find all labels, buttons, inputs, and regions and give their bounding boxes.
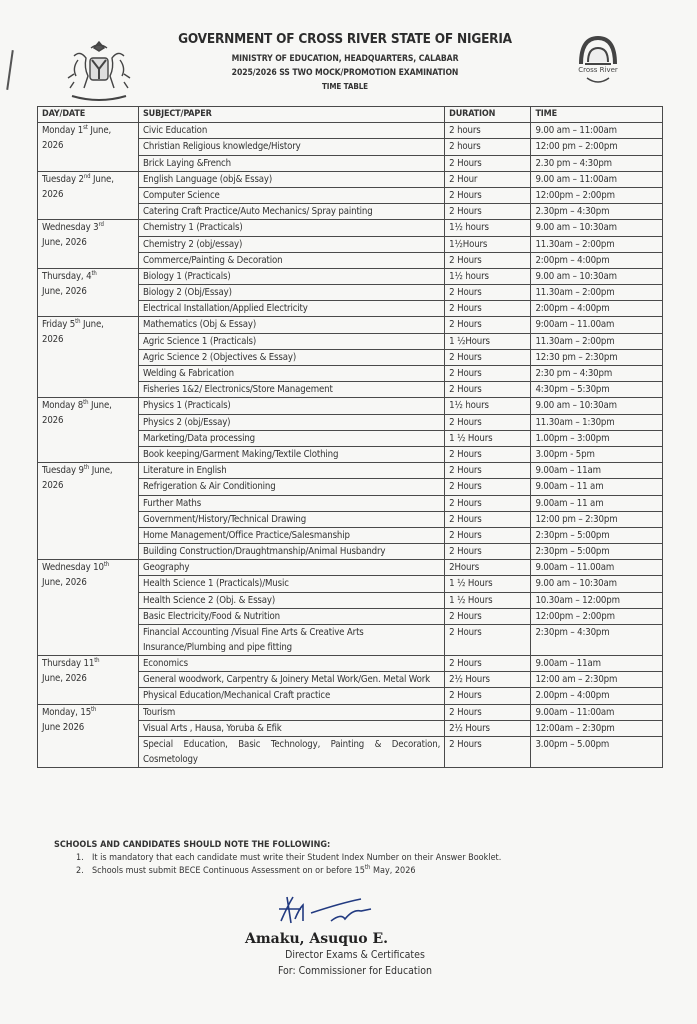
- time-cell: 11.30am – 2:00pm: [531, 236, 663, 252]
- day-date-cell: [38, 123, 139, 172]
- day-date-cell: [38, 463, 139, 560]
- duration-cell: 2 Hours: [445, 479, 531, 495]
- duration-cell: 2 Hours: [445, 317, 531, 333]
- subject-cell: Catering Craft Practice/Auto Mechanics/ Spray painting: [139, 204, 445, 220]
- date-year: June, 2026: [42, 285, 87, 297]
- subject-cell: Home Management/Office Practice/Salesmanship: [139, 527, 445, 543]
- duration-cell: 2 hours: [445, 139, 531, 155]
- time-cell: 2.00pm – 4:00pm: [531, 688, 663, 704]
- duration-cell: 1½ hours: [445, 220, 531, 236]
- day-label: Wednesday 10: [42, 562, 104, 574]
- duration-cell: 2 Hours: [445, 285, 531, 301]
- date-year: 2026: [42, 480, 64, 492]
- subject-cell: Literature in English: [139, 463, 445, 479]
- notes-section: [54, 840, 674, 876]
- duration-cell: 2 Hours: [445, 511, 531, 527]
- duration-cell: 1 ½ Hours: [445, 430, 531, 446]
- table-row: [38, 317, 663, 333]
- duration-cell: 2 Hours: [445, 688, 531, 704]
- subject-cell: Marketing/Data processing: [139, 430, 445, 446]
- subject-cell: Brick Laying &French: [139, 155, 445, 171]
- duration-cell: 2 Hours: [445, 414, 531, 430]
- duration-cell: 2½ Hours: [445, 720, 531, 736]
- ordinal-suffix: th: [94, 656, 100, 664]
- duration-cell: 2 Hours: [445, 495, 531, 511]
- ordinal-suffix: th: [103, 561, 110, 569]
- time-cell: 4:30pm – 5:30pm: [531, 382, 663, 398]
- notes-title: SCHOOLS AND CANDIDATES SHOULD NOTE THE FOLLOWING:: [54, 840, 331, 850]
- day-label-rest: June,: [88, 400, 112, 412]
- ordinal-suffix: th: [91, 705, 97, 713]
- subject-cell: Book keeping/Garment Making/Textile Clothing: [139, 446, 445, 462]
- duration-cell: 2 Hours: [445, 463, 531, 479]
- subject-cell: Chemistry 2 (obj/essay): [139, 236, 445, 252]
- time-cell: 10.30am – 12:00pm: [531, 592, 663, 608]
- table-row: [38, 268, 663, 284]
- time-cell: 12:00pm – 2:00pm: [531, 608, 663, 624]
- duration-cell: 2 Hours: [445, 187, 531, 203]
- time-cell: 3.00pm - 5pm: [531, 446, 663, 462]
- column-header-duration: DURATION: [445, 107, 531, 123]
- day-label: Monday, 15: [42, 706, 92, 718]
- date-year: June, 2026: [42, 237, 87, 249]
- time-cell: 11.30am – 1:30pm: [531, 414, 663, 430]
- day-label-rest: June,: [89, 465, 113, 477]
- ordinal-suffix: th: [83, 463, 90, 471]
- duration-cell: 2 Hours: [445, 366, 531, 382]
- day-label: Monday 8: [42, 400, 84, 412]
- subject-cell: Christian Religious knowledge/History: [139, 139, 445, 155]
- government-title: GOVERNMENT OF CROSS RIVER STATE OF NIGERIA: [178, 31, 512, 47]
- subject-cell: Electrical Installation/Applied Electricity: [139, 301, 445, 317]
- subject-cell: Geography: [139, 560, 445, 576]
- duration-cell: 1½ hours: [445, 398, 531, 414]
- table-row: [38, 463, 663, 479]
- day-date-cell: [38, 171, 139, 220]
- subject-cell: Health Science 1 (Practicals)/Music: [139, 576, 445, 592]
- subject-cell: Health Science 2 (Obj. & Essay): [139, 592, 445, 608]
- day-date-cell: [38, 317, 139, 398]
- date-year: 2026: [42, 334, 64, 346]
- subject-cell: Economics: [139, 656, 445, 672]
- day-label-rest: June,: [90, 173, 114, 185]
- subject-cell: Agric Science 2 (Objectives & Essay): [139, 349, 445, 365]
- duration-cell: 2½ Hours: [445, 672, 531, 688]
- date-year: 2026: [42, 140, 64, 152]
- subject-cell: Biology 1 (Practicals): [139, 268, 445, 284]
- duration-cell: 1 ½ Hours: [445, 576, 531, 592]
- subject-cell: Physics 1 (Practicals): [139, 398, 445, 414]
- duration-cell: 2 Hours: [445, 349, 531, 365]
- time-cell: 12:30 pm – 2:30pm: [531, 349, 663, 365]
- time-cell: 12:00 am – 2:30pm: [531, 672, 663, 688]
- time-cell: 9.00am – 11 am: [531, 479, 663, 495]
- day-date-cell: [38, 220, 139, 269]
- subject-cell: Special Education, Basic Technology, Painting & Decoration, Cosmetology: [139, 736, 445, 767]
- table-header-row: [38, 107, 663, 123]
- day-label-rest: June,: [87, 125, 112, 137]
- day-label: Thursday 11: [42, 658, 95, 669]
- subject-cell: General woodwork, Carpentry & Joinery Metal Work/Gen. Metal Work: [139, 672, 445, 688]
- subject-cell: Biology 2 (Obj/Essay): [139, 285, 445, 301]
- day-label: Tuesday 2: [42, 173, 84, 185]
- ordinal-suffix: th: [83, 399, 89, 407]
- note-item: [76, 866, 674, 876]
- note-text: Schools must submit BECE Continuous Assessment on or before 15: [92, 866, 365, 876]
- time-cell: 2:30 pm – 4:30pm: [531, 366, 663, 382]
- duration-cell: 2 Hours: [445, 382, 531, 398]
- subject-cell: Physical Education/Mechanical Craft practice: [139, 688, 445, 704]
- time-cell: 2:30pm – 5:00pm: [531, 544, 663, 560]
- day-date-cell: [38, 268, 139, 317]
- exam-line: 2025/2026 SS TWO MOCK/PROMOTION EXAMINATION: [231, 68, 459, 78]
- time-cell: 9.00am – 11 am: [531, 495, 663, 511]
- table-row: [38, 656, 663, 672]
- date-year: June, 2026: [42, 673, 87, 684]
- table-row: [38, 704, 663, 720]
- cross-river-logo-icon: [573, 34, 623, 88]
- subject-cell: Agric Science 1 (Practicals): [139, 333, 445, 349]
- note-number: 2.: [76, 866, 84, 876]
- time-cell: 9.00 am – 10:30am: [531, 268, 663, 284]
- timetable-label: TIME TABLE: [321, 82, 369, 91]
- signatory-role: Director Exams & Certificates: [285, 949, 425, 961]
- time-cell: 12:00am – 2:30pm: [531, 720, 663, 736]
- day-label: Tuesday 9: [42, 465, 84, 477]
- ordinal-suffix: st: [83, 124, 88, 131]
- column-header-time: TIME: [531, 107, 663, 123]
- duration-cell: 2 Hours: [445, 527, 531, 543]
- time-cell: 9.00am – 11.00am: [531, 560, 663, 576]
- date-year: 2026: [42, 188, 64, 200]
- ordinal-suffix: th: [364, 864, 371, 871]
- subject-cell: Welding & Fabrication: [139, 366, 445, 382]
- signature-scribble-icon: [277, 893, 387, 927]
- subject-cell: Fisheries 1&2/ Electronics/Store Management: [139, 382, 445, 398]
- duration-cell: 2 hours: [445, 123, 531, 139]
- duration-cell: 1 ½Hours: [445, 333, 531, 349]
- day-date-cell: [38, 560, 139, 656]
- coat-of-arms-icon: [64, 38, 134, 102]
- subject-cell: Refrigeration & Air Conditioning: [139, 479, 445, 495]
- subject-cell: Commerce/Painting & Decoration: [139, 252, 445, 268]
- duration-cell: 1 ½ Hours: [445, 592, 531, 608]
- note-text: It is mandatory that each candidate must write their Student Index Number on their Answer Booklet.: [92, 853, 502, 863]
- subject-cell: Physics 2 (obj/Essay): [139, 414, 445, 430]
- time-cell: 1.00pm – 3:00pm: [531, 430, 663, 446]
- duration-cell: 2 Hour: [445, 171, 531, 187]
- date-year: June, 2026: [42, 577, 87, 589]
- date-year: June 2026: [42, 721, 85, 733]
- duration-cell: 2 Hours: [445, 544, 531, 560]
- date-year: 2026: [42, 415, 64, 427]
- subject-cell: Chemistry 1 (Practicals): [139, 220, 445, 236]
- duration-cell: 2 Hours: [445, 704, 531, 720]
- document-header: [0, 0, 697, 105]
- ordinal-suffix: nd: [83, 172, 91, 180]
- duration-cell: 2 Hours: [445, 656, 531, 672]
- duration-cell: 2 Hours: [445, 446, 531, 462]
- note-text-end: May, 2026: [370, 866, 416, 876]
- day-date-cell: [38, 398, 139, 463]
- duration-cell: 2Hours: [445, 560, 531, 576]
- ministry-line: MINISTRY OF EDUCATION, HEADQUARTERS, CALABAR: [231, 54, 459, 64]
- subject-cell: Visual Arts , Hausa, Yoruba & Efik: [139, 720, 445, 736]
- table-row: [38, 398, 663, 414]
- duration-cell: 2 Hours: [445, 301, 531, 317]
- time-cell: 9.00 am – 11:00am: [531, 171, 663, 187]
- subject-cell: English Language (obj& Essay): [139, 171, 445, 187]
- day-label: Friday 5: [42, 319, 76, 331]
- time-cell: 9.00 am – 10:30am: [531, 576, 663, 592]
- subject-cell: Government/History/Technical Drawing: [139, 511, 445, 527]
- time-cell: 2.30 pm – 4:30pm: [531, 155, 663, 171]
- subject-cell: Computer Science: [139, 187, 445, 203]
- day-label-rest: June,: [80, 319, 104, 331]
- subject-cell: Financial Accounting /Visual Fine Arts & Creative Arts Insurance/Plumbing and pipe fitting: [139, 625, 445, 656]
- time-cell: 11.30am – 2:00pm: [531, 285, 663, 301]
- note-number: 1.: [76, 853, 84, 863]
- time-cell: 9.00am – 11am: [531, 463, 663, 479]
- day-label: Wednesday 3: [42, 222, 99, 234]
- day-date-cell: [38, 656, 139, 705]
- time-cell: 3.00pm – 5.00pm: [531, 736, 663, 767]
- column-header-subject: SUBJECT/PAPER: [139, 107, 445, 123]
- table-row: [38, 123, 663, 139]
- time-cell: 9.00 am – 11:00am: [531, 123, 663, 139]
- duration-cell: 2 Hours: [445, 204, 531, 220]
- duration-cell: 2 Hours: [445, 608, 531, 624]
- time-cell: 11.30am – 2:00pm: [531, 333, 663, 349]
- time-cell: 9.00am – 11:00am: [531, 704, 663, 720]
- duration-cell: 2 Hours: [445, 736, 531, 767]
- subject-cell: Building Construction/Draughtmanship/Animal Husbandry: [139, 544, 445, 560]
- ordinal-suffix: th: [91, 269, 97, 277]
- subject-cell: Further Maths: [139, 495, 445, 511]
- duration-cell: 2 Hours: [445, 252, 531, 268]
- note-item: [76, 853, 674, 863]
- duration-cell: 2 Hours: [445, 625, 531, 656]
- duration-cell: 1½ hours: [445, 268, 531, 284]
- time-cell: 9.00am – 11am: [531, 656, 663, 672]
- time-cell: 2:00pm – 4:00pm: [531, 252, 663, 268]
- time-cell: 9.00 am – 10:30am: [531, 220, 663, 236]
- table-row: [38, 220, 663, 236]
- timetable-body: [38, 123, 663, 768]
- column-header-day: DAY/DATE: [38, 107, 139, 123]
- signatory-name: Amaku, Asuquo E.: [245, 931, 389, 947]
- subject-cell: Civic Education: [139, 123, 445, 139]
- timetable: [37, 106, 663, 768]
- ordinal-suffix: rd: [98, 221, 104, 229]
- time-cell: 12:00 pm – 2:30pm: [531, 511, 663, 527]
- time-cell: 9:00am – 11.00am: [531, 317, 663, 333]
- time-cell: 9.00 am – 10:30am: [531, 398, 663, 414]
- day-label: Monday 1: [42, 125, 84, 137]
- time-cell: 2:00pm – 4:00pm: [531, 301, 663, 317]
- table-row: [38, 171, 663, 187]
- duration-cell: 2 Hours: [445, 155, 531, 171]
- ordinal-suffix: th: [75, 318, 81, 326]
- time-cell: 2.30pm – 4:30pm: [531, 204, 663, 220]
- table-row: [38, 560, 663, 576]
- duration-cell: 1½Hours: [445, 236, 531, 252]
- subject-cell: Tourism: [139, 704, 445, 720]
- time-cell: 12:00pm – 2:00pm: [531, 187, 663, 203]
- subject-cell: Basic Electricity/Food & Nutrition: [139, 608, 445, 624]
- svg-text:Cross River: Cross River: [578, 66, 618, 74]
- day-label: Thursday, 4: [42, 270, 92, 282]
- signatory-for: For: Commissioner for Education: [277, 965, 433, 977]
- time-cell: 2:30pm – 5:00pm: [531, 527, 663, 543]
- time-cell: 2:30pm – 4:30pm: [531, 625, 663, 656]
- subject-cell: Mathematics (Obj & Essay): [139, 317, 445, 333]
- day-date-cell: [38, 704, 139, 767]
- time-cell: 12:00 pm – 2:00pm: [531, 139, 663, 155]
